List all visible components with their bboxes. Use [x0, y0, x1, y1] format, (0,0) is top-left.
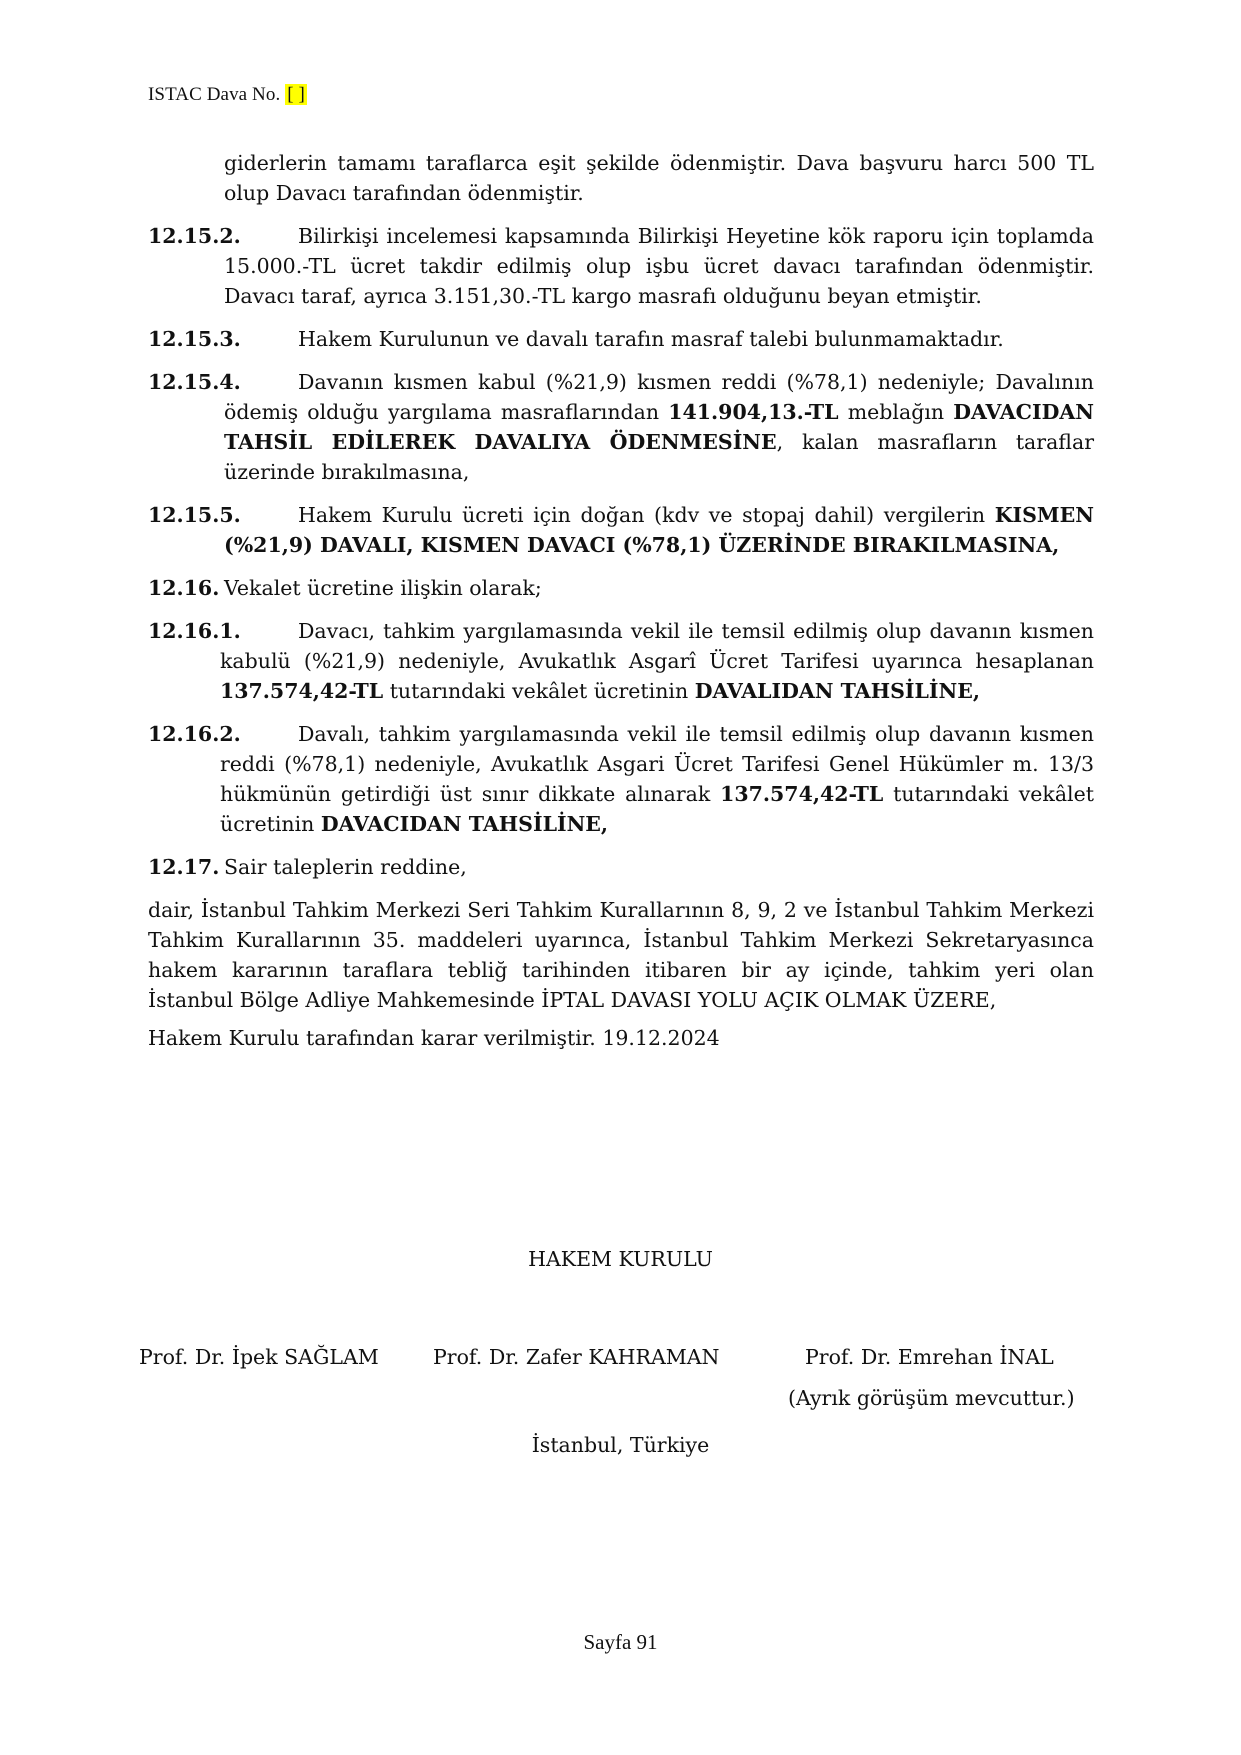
dissent-note: (Ayrık görüşüm mevcuttur.)	[788, 1386, 1075, 1410]
intro-paragraph: giderlerin tamamı taraflarca eşit şekilde ödenmiştir. Dava başvuru harcı 500 TL olup Davacı tarafından ödenmiştir.	[224, 151, 1094, 205]
item-text: meblağın	[838, 400, 954, 424]
ruling-bold: DAVACIDAN TAHSİL EDİLEREK DAVALIYA ÖDENMESİNE	[224, 400, 1094, 454]
signatory-three: Prof. Dr. Emrehan İNAL	[805, 1345, 1054, 1369]
ruling-bold: DAVALIDAN TAHSİLİNE,	[694, 679, 980, 703]
page-header	[148, 84, 307, 106]
item-number: 12.15.5.	[148, 503, 241, 527]
closing-paragraph: dair, İstanbul Tahkim Merkezi Seri Tahkim Kurallarının 8, 9, 2 ve İstanbul Tahkim Merkezi Tahkim Kurallarının 35. maddeleri uyarınca, İstanbul Tahkim Merkezi Sekretaryasınca hakem kararının taraflara tebliğ tarihinden itibaren bir ay içinde, tahkim yeri olan İstanbul Bölge Adliye Mahkemesinde İPTAL DAVASI YOLU AÇIK OLMAK ÜZERE,	[148, 898, 1094, 1012]
item-number: 12.16.1.	[148, 619, 241, 643]
signatory-one: Prof. Dr. İpek SAĞLAM	[139, 1345, 379, 1369]
signatory-two: Prof. Dr. Zafer KAHRAMAN	[433, 1345, 720, 1369]
amount-bold: 141.904,13.-TL	[668, 400, 839, 424]
item-text: , kalan masrafların taraflar üzerinde bırakılmasına,	[224, 430, 1095, 484]
place-line: İstanbul, Türkiye	[531, 1433, 710, 1457]
item-12-16-2	[148, 719, 1094, 839]
item-12-15-3	[148, 324, 1094, 354]
item-text: Hakem Kurulu ücreti için doğan (kdv ve stopaj dahil) vergilerin	[298, 503, 995, 527]
amount-bold: 137.574,42-TL	[220, 679, 384, 703]
item-text: tutarındaki vekâlet ücretinin	[220, 782, 1094, 836]
item-12-16-1	[148, 616, 1094, 706]
item-text: Davacı, tahkim yargılamasında vekil ile temsil edilmiş olup davanın kısmen kabulü (%21,9) nedeniyle, Avukatlık Asgarî Ücret Tarifesi uyarınca hesaplanan	[220, 619, 1094, 673]
item-number: 12.15.2.	[148, 224, 241, 248]
item-text: tutarındaki vekâlet ücretinin	[383, 679, 695, 703]
item-number: 12.16.	[148, 576, 220, 600]
case-number-label: ISTAC Dava No.	[148, 84, 281, 105]
item-text: Davanın kısmen kabul (%21,9) kısmen reddi (%78,1) nedeniyle; Davalının ödemiş olduğu yargılama masraflarından	[224, 370, 1094, 424]
case-number-placeholder: [ ]	[287, 84, 305, 105]
decision-line: Hakem Kurulu tarafından karar verilmiştir. 19.12.2024	[148, 1026, 720, 1050]
item-number: 12.15.3.	[148, 327, 241, 351]
item-number: 12.17.	[148, 855, 220, 879]
item-text: Hakem Kurulunun ve davalı tarafın masraf talebi bulunmamaktadır.	[298, 327, 1004, 351]
item-text: Sair taleplerin reddine,	[224, 855, 467, 879]
item-12-17	[148, 852, 1094, 882]
item-number: 12.16.2.	[148, 722, 241, 746]
item-12-15-4	[148, 367, 1094, 487]
tribunal-title: HAKEM KURULU	[528, 1247, 713, 1271]
item-text: Vekalet ücretine ilişkin olarak;	[224, 576, 542, 600]
item-text: Bilirkişi incelemesi kapsamında Bilirkişi Heyetine kök raporu için toplamda 15.000.-TL ücret takdir edilmiş olup işbu ücret davacı tarafından ödenmiştir. Davacı taraf, ayrıca 3.151,30.-TL kargo masrafı olduğunu beyan etmiştir.	[224, 224, 1094, 308]
document-body	[148, 148, 1094, 1066]
item-12-15-5	[148, 500, 1094, 560]
ruling-bold: DAVACIDAN TAHSİLİNE,	[320, 812, 609, 836]
amount-bold: 137.574,42-TL	[720, 782, 884, 806]
item-12-16	[148, 573, 1094, 603]
item-12-15-2	[148, 221, 1094, 311]
ruling-bold: KISMEN (%21,9) DAVALI, KISMEN DAVACI (%78,1) ÜZERİNDE BIRAKILMASINA,	[224, 503, 1094, 557]
item-text: Davalı, tahkim yargılamasında vekil ile temsil edilmiş olup davanın kısmen reddi (%78,1) nedeniyle, Avukatlık Asgari Ücret Tarifesi Genel Hükümler m. 13/3 hükmünün getirdiği üst sınır dikkate alınarak	[220, 722, 1094, 806]
page-number: Sayfa 91	[583, 1630, 658, 1654]
item-number: 12.15.4.	[148, 370, 241, 394]
